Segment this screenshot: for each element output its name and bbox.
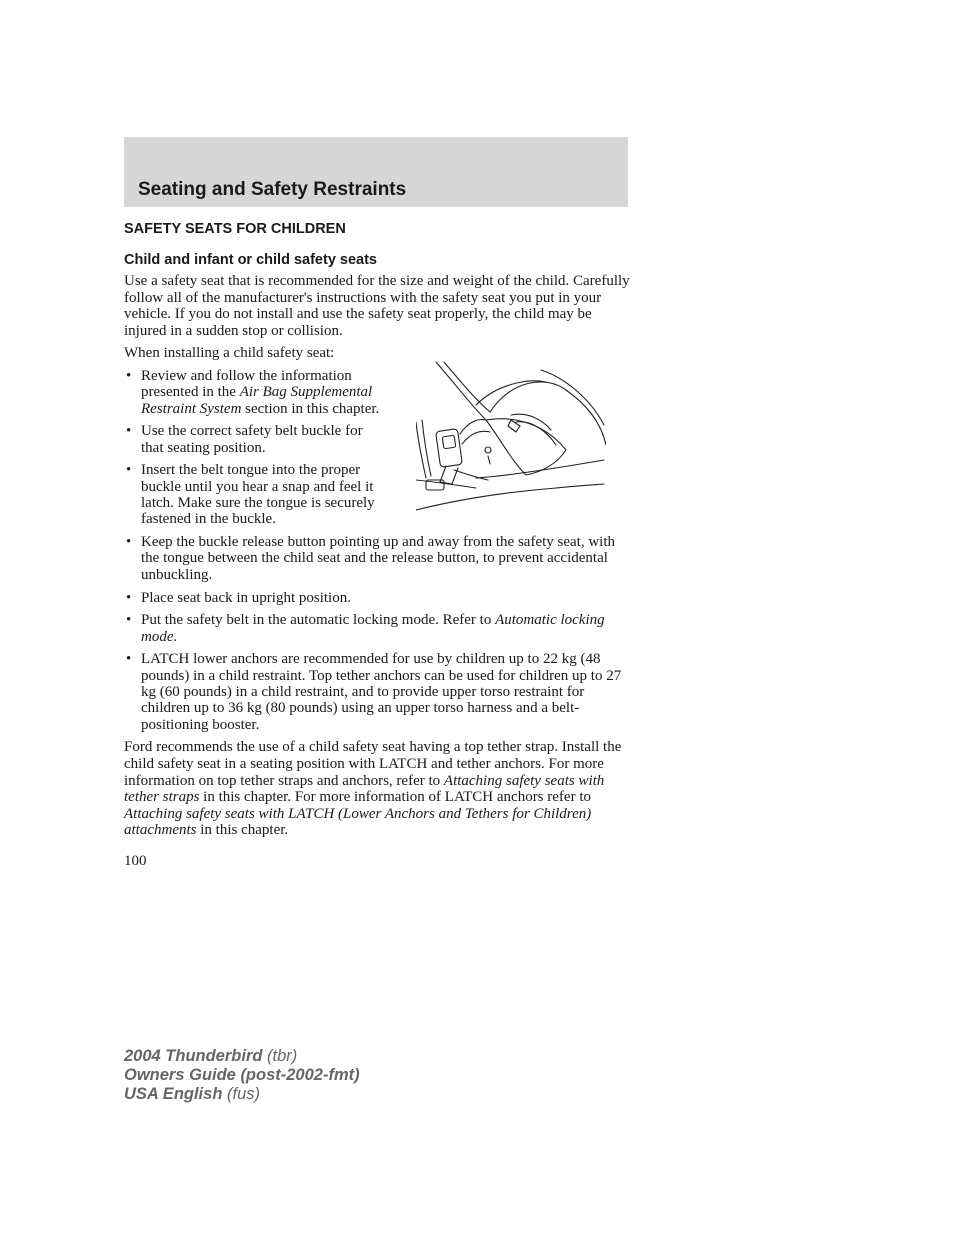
list-item: • Put the safety belt in the automatic locking mode. Refer to Automatic locking mode. [124,612,630,645]
latch-reference: Attaching safety seats with LATCH (Lower Anchors and Tethers for Children) attachments [124,805,592,839]
buckle-figure [416,360,606,520]
airbag-reference: Air Bag Supplemental Restraint System [141,384,373,417]
install-bullets-bottom [124,534,630,733]
list-item: • Use the correct safety belt buckle for that seating position. [124,423,386,456]
page-heading: SAFETY SEATS FOR CHILDREN [124,221,346,237]
list-item: • Keep the buckle release button pointing up and away from the safety seat, with the tongue between the child seat and the release button, to prevent accidental unbuckling. [124,534,630,583]
footer-line-language: USA English (fus) [124,1085,260,1103]
main-content [124,221,630,870]
locking-mode-reference: Automatic locking mode. [141,612,605,645]
list-item: • Place seat back in upright position. [124,590,630,606]
footer-line-guide: Owners Guide (post-2002-fmt) [124,1066,360,1084]
left-column [124,345,386,534]
seat-belt-buckle-illustration [416,360,606,515]
tether-reference: Attaching safety seats with tether straps [124,772,605,806]
intro-paragraph: Use a safety seat that is recommended for the size and weight of the child. Carefully follow all of the manufacturer's instructions with the safety seat you put in your vehicle. If you do not install and use the safety seat properly, the child may be injured in a sudden stop or collision. [124,273,630,339]
list-item: • Insert the belt tongue into the proper buckle until you hear a snap and feel it latch. Make sure the tongue is securely fastened in the buckle. [124,462,386,527]
install-bullets-top [124,368,386,528]
closing-paragraph: Ford recommends the use of a child safety seat having a top tether strap. Install the child safety seat in a seating position with LATCH and tether anchors. For more information on top tether straps and anchors, refer to Attaching safety seats with tether straps in this chapter. For more information of LATCH anchors refer to Attaching safety seats with LATCH (Lower Anchors and Tethers for Children) attachments in this chapter. [124,739,622,839]
list-item: • LATCH lower anchors are recommended for use by children up to 22 kg (48 pounds) in a child restraint. Top tether anchors can be used for children up to 27 kg (60 pounds) in a child restraint, and to provide upper torso restraint for children up to 36 kg (80 pounds) using an upper torso harness and a belt-positioning booster. [124,651,630,732]
footer-line-model: 2004 Thunderbird (tbr) [124,1047,298,1065]
header-band [124,137,628,207]
section-title: Seating and Safety Restraints [138,179,407,200]
document-footer [124,1047,360,1104]
page-number: 100 [124,852,147,869]
when-installing-text: When installing a child safety seat: [124,345,335,362]
subheading: Child and infant or child safety seats [124,252,377,268]
bullets-with-figure [124,345,630,534]
list-item: • Review and follow the information presented in the Air Bag Supplemental Restraint System section in this chapter. [124,368,386,417]
